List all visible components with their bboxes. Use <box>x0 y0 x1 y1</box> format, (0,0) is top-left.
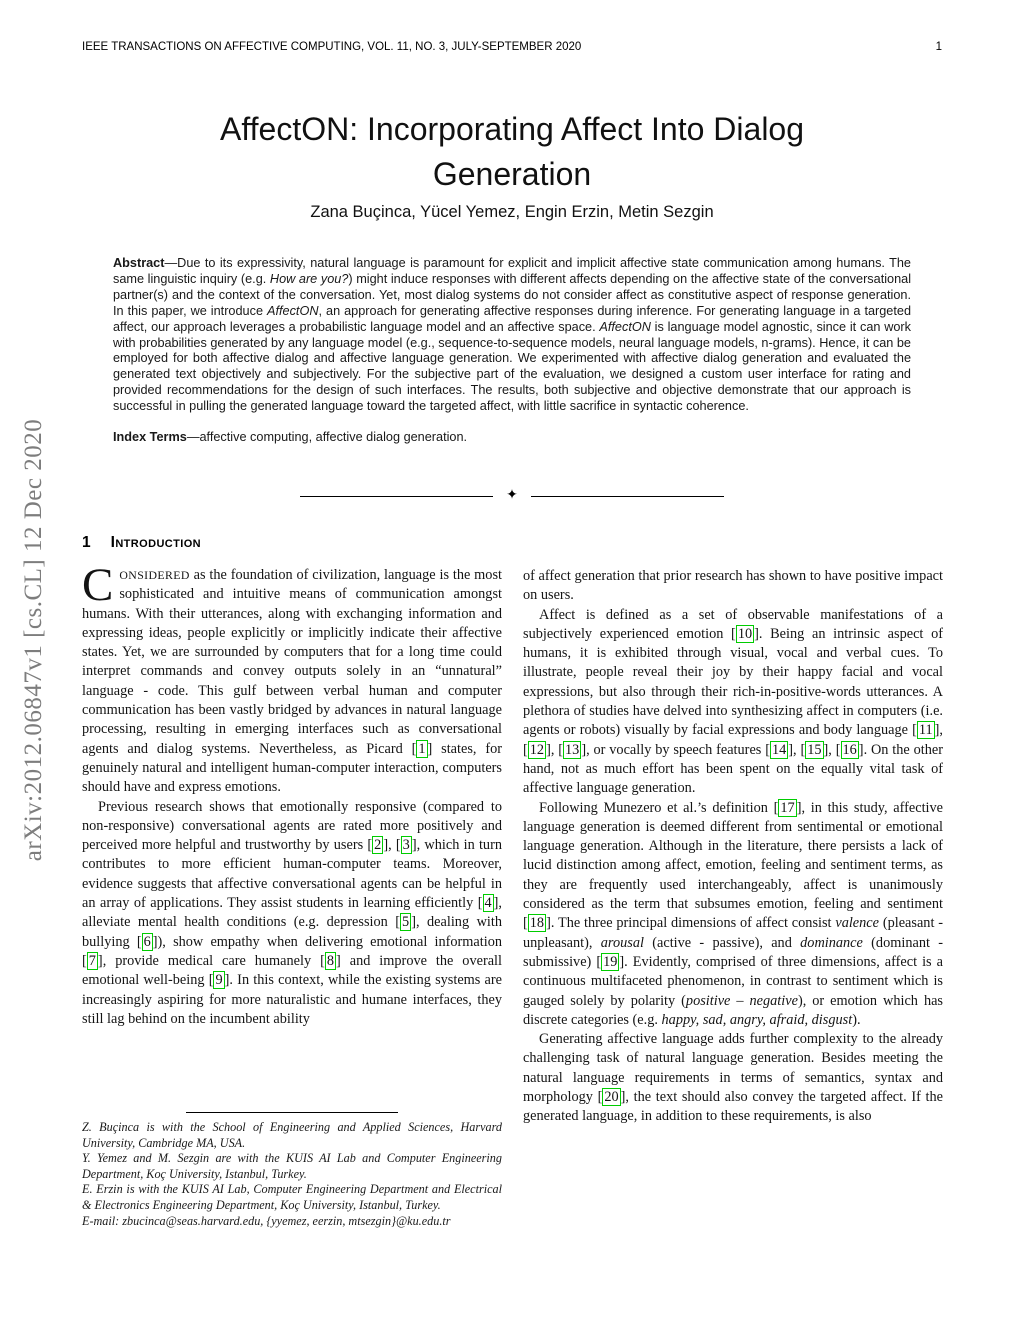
left-column <box>82 534 502 1127</box>
citation-link[interactable]: [ 17 ] <box>773 799 802 816</box>
abstract-block <box>113 256 911 446</box>
citation-number[interactable]: 17 <box>780 799 795 816</box>
running-header <box>82 41 942 53</box>
citation-link[interactable]: [ 11 ] <box>912 722 940 739</box>
citation-link[interactable]: [ 6 ] <box>136 933 158 950</box>
citation-number[interactable]: 12 <box>529 741 545 758</box>
italic-text: positive – negative <box>685 992 798 1009</box>
abstract-label: Abstract <box>113 256 165 270</box>
body-paragraph: Affect is defined as a set of observable manifestations of a subjectively experienced emotion [ 10 ]. Being an intrinsic aspect of humans, it is exhibited through visual, vocal and verbal cues. To illustrate, people reveal their joy by their happy facial and vocal expressions, but also through their rich-in-positive-words utterances. A plethora of studies have delved into synthesizing affect in computers (i.e. agents or robots) visually by facial expressions and body language [ 11 ], [ 12 ], [ 13 ], or vocally by speech features [ 14 ], [ 15 ], [ 16 ]. On the other hand, not as much effort has been spent on the equally vital task of affective language generation. <box>523 606 944 797</box>
citation-link[interactable]: [ 1 ] <box>411 740 433 757</box>
citation-number[interactable]: 1 <box>418 740 426 757</box>
citation-link[interactable]: [ 12 ] <box>523 741 551 758</box>
citation-number[interactable]: 19 <box>603 953 618 970</box>
page-number: 1 <box>935 41 942 53</box>
citation-link[interactable]: [ 20 ] <box>597 1089 626 1106</box>
citation-number[interactable]: 6 <box>143 933 151 950</box>
footnote-items <box>82 1120 502 1229</box>
two-column-body <box>82 534 943 1127</box>
citation-number[interactable]: 3 <box>402 837 410 854</box>
footnote-item: Y. Yemez and M. Sezgin are with the KUIS AI Lab and Computer Engineering Department, Koç University, Istanbul, Turkey. <box>82 1151 502 1181</box>
body-paragraph: Following Munezero et al.’s definition [ 17 ], in this study, affective language generation is deemed different from sentimental or emotional language generation. Although in the literature, there persists a lack of lucid distinction among affect, emotion, feeling and sentiment terms, as they are frequently used interchangeably, affect is unanimously considered as the term that subsumes emotion, feeling and sentiment [ 18 ]. The three principal dimensions of affect consist valence (pleasant - unpleasant), arousal (active - passive), and dominance (dominant - submissive) [ 19 ]. Evidently, comprised of three dimensions, affect is a continuous multifaceted phenomenon, in contrast to sentiment which is gauged solely by polarity (positive – negative), or emotion which has discrete categories (e.g. happy, sad, angry, afraid, disgust). <box>523 799 944 1028</box>
index-terms-paragraph <box>113 430 911 446</box>
citation-number[interactable]: 15 <box>807 741 822 758</box>
citation-number[interactable]: 11 <box>918 722 933 739</box>
left-column-paragraphs <box>82 559 503 1029</box>
paper-title: AffectON: Incorporating Affect Into Dialog Generation <box>219 111 805 193</box>
separator-rule-right <box>531 496 724 497</box>
citation-number[interactable]: 4 <box>484 895 492 912</box>
citation-number[interactable]: 20 <box>604 1089 619 1106</box>
citation-number[interactable]: 8 <box>326 952 335 969</box>
body-paragraph: Generating affective language adds further complexity to the already challenging task of natural language generation. Besides meeting the natural language requirements in terms of semantics, syntax and morphology [ 20 ], the text should also convey the targeted affect. If the generated language, in addition to these requirements, is also <box>523 1031 944 1125</box>
citation-link[interactable]: [ 10 ] <box>731 625 759 642</box>
italic-text: arousal <box>600 934 644 951</box>
body-paragraph: CONSIDERED as the foundation of civilization, language is the most sophisticated and intuitive means of communication amongst humans. With their utterances, along with exchanging information and expressing ideas, people explicitly or implicitly indicate their affective states. Yet, we are surrounded by computers that for a long time could interpret commands and convey outputs solely in an “unnatural” language - code. This gulf between verbal human and computer communication has been vastly bridged by advances in natural language processing, resulting in emerging interfaces such as conversational agents and dialog systems. Nevertheless, as Picard [ 1 ] states, for genuinely natural and intelligent human-computer interaction, computers should have and express emotions. <box>82 559 502 796</box>
section-heading <box>82 534 502 552</box>
section-separator <box>82 489 942 503</box>
citation-number[interactable]: 9 <box>215 972 223 989</box>
citation-number[interactable]: 13 <box>565 741 580 758</box>
citation-link[interactable]: [ 2 ] <box>367 837 389 854</box>
footnote-item: E-mail: zbucinca@seas.harvard.edu, {yyemez, eerzin, mtsezgin}@ku.edu.tr <box>82 1213 451 1228</box>
body-paragraph: Previous research shows that emotionally responsive (compared to non-responsive) conversational agents are rated more positively and perceived more helpful and trustworthy by users [ 2 ], [ 3 ], which in turn contributes to more efficient human-computer teams. Moreover, evidence suggests that affective conversational agents can be helpful in an array of applications. They assist students in learning efficiently [ 4 ], alleviate mental health conditions (e.g. depression [ 5 ], dealing with bullying [ 6 ]), show empathy when delivering emotional information [ 7 ], provide medical care humanely [ 8 ] and improve the overall emotional well-being [ 9 ]. In this context, while the existing systems are increasingly aspiring for more naturalistic and humane interfaces, they still lag behind on the incumbent ability <box>82 798 503 1027</box>
citation-number[interactable]: 16 <box>842 741 857 758</box>
footnote-item: Z. Buçinca is with the School of Engineering and Applied Sciences, Harvard University, Cambridge MA, USA. <box>82 1120 502 1150</box>
citation-number[interactable]: 18 <box>529 915 545 932</box>
citation-number[interactable]: 10 <box>737 625 753 642</box>
citation-number[interactable]: 2 <box>374 837 382 854</box>
citation-link[interactable]: [ 13 ] <box>558 741 587 758</box>
citation-link[interactable]: [ 5 ] <box>395 914 416 931</box>
body-paragraph: of affect generation that prior research has shown to have positive impact on users. <box>523 568 943 604</box>
citation-link[interactable]: [ 15 ] <box>800 741 829 758</box>
abstract-text: —Due to its expressivity, natural language is paramount for explicit and implicit affective state communication among humans. The same linguistic inquiry (e.g. How are you?) might induce responses with different affects depending on the affective state of the conversational partner(s) and the context of the conversation. Yet, most dialog systems do not consider affect as constitutive aspect of response generation. In this paper, we introduce AffectON, an approach for generating affective responses during inference. For generating language in a targeted affect, our approach leverages a probabilistic language model and an affective space. AffectON is language model agnostic, since it can work with probabilities generated by any language model (e.g., sequence-to-sequence models, neural language models, n-grams). Hence, it can be employed for both affective dialog and affective language generation. We experimented with affective dialog generation and evaluated the generated text objectively and subjectively. For the subjective part of the evaluation, we designed a custom user interface for rating and provided recommendations for the design of such interfaces. The results, both subjective and objective demonstrate that our approach is successful in pulling the generated language toward the targeted affect, with little sacrifice in syntactic coherence. <box>113 256 912 414</box>
footnote-item: E. Erzin is with the KUIS AI Lab, Computer Engineering Department and Electrical & Electronics Engineering Department, Koç University, Istanbul, Turkey. <box>82 1182 502 1212</box>
citation-link[interactable]: [ 7 ] <box>82 952 103 969</box>
citation-link[interactable]: [ 14 ] <box>765 741 794 758</box>
section-number: 1 <box>82 534 91 551</box>
italic-text: AffectON <box>267 303 319 318</box>
lead-small-caps: ONSIDERED <box>119 568 190 582</box>
citation-link[interactable]: [ 8 ] <box>320 952 341 969</box>
section-title: Introduction <box>110 534 202 551</box>
abstract-paragraph <box>113 256 911 415</box>
index-terms-text: —affective computing, affective dialog generation. <box>186 430 468 445</box>
italic-text: valence <box>835 915 879 932</box>
citation-link[interactable]: [ 19 ] <box>596 953 625 970</box>
citation-link[interactable]: [ 3 ] <box>395 837 417 854</box>
right-column <box>523 534 943 1127</box>
right-column-paragraphs <box>523 567 943 1127</box>
drop-cap: C <box>82 559 114 611</box>
separator-rule-left <box>300 496 493 497</box>
citation-link[interactable]: [ 9 ] <box>208 972 230 989</box>
citation-link[interactable]: [ 4 ] <box>477 895 499 912</box>
author-footnote <box>82 1112 502 1229</box>
citation-number[interactable]: 5 <box>402 914 410 931</box>
arxiv-watermark: arXiv:2012.06847v1 [cs.CL] 12 Dec 2020 <box>20 418 47 862</box>
authors-line: Zana Buçinca, Yücel Yemez, Engin Erzin, Metin Sezgin <box>310 203 714 221</box>
citation-number[interactable]: 14 <box>771 741 787 758</box>
index-terms-label: Index Terms <box>113 430 187 445</box>
italic-text: happy, sad, angry, afraid, disgust <box>661 1011 853 1028</box>
italic-text: How are you? <box>269 271 349 286</box>
citation-number[interactable]: 7 <box>88 952 96 969</box>
citation-link[interactable]: [ 16 ] <box>835 741 864 758</box>
footnote-rule <box>186 1112 398 1113</box>
journal-name: IEEE TRANSACTIONS ON AFFECTIVE COMPUTING, VOL. 11, NO. 3, JULY-SEPTEMBER 2020 <box>82 41 582 53</box>
italic-text: dominance <box>800 934 863 951</box>
diamond-separator-icon: ✦ <box>506 488 518 503</box>
citation-link[interactable]: [ 18 ] <box>523 915 551 932</box>
italic-text: AffectON <box>599 319 651 334</box>
